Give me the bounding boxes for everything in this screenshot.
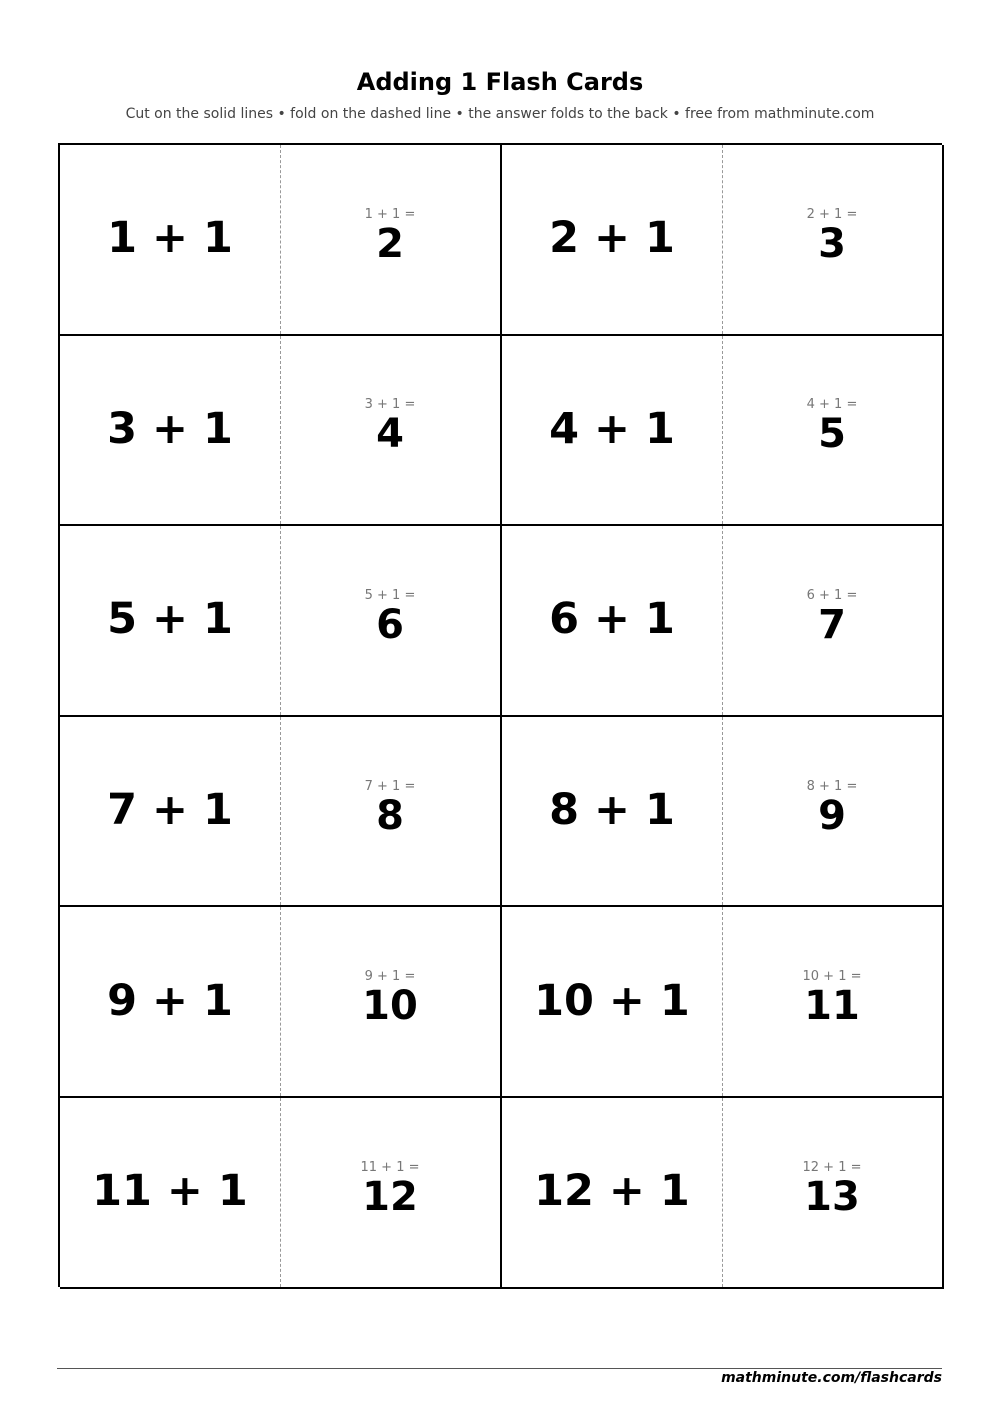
flash-card (60, 336, 502, 527)
card-front (502, 526, 722, 715)
card-back-hint: 6 + 1 = (806, 587, 858, 603)
fold-line (722, 717, 723, 906)
card-back (280, 907, 500, 1096)
fold-line (280, 145, 281, 334)
card-answer: 4 (376, 411, 404, 458)
card-front (502, 1098, 722, 1287)
card-question: 1 + 1 (107, 213, 233, 264)
card-back (722, 1098, 942, 1287)
page-title: Adding 1 Flash Cards (356, 68, 644, 96)
fold-line (722, 1098, 723, 1287)
card-front (502, 907, 722, 1096)
card-back-hint: 10 + 1 = (802, 969, 862, 985)
flash-card (60, 526, 502, 717)
card-answer: 3 (818, 220, 846, 267)
flash-card (502, 526, 944, 717)
card-answer: 2 (376, 220, 404, 267)
card-back-hint: 1 + 1 = (364, 206, 416, 222)
card-answer: 11 (804, 983, 860, 1030)
card-back (280, 336, 500, 525)
card-front (60, 717, 280, 906)
card-answer: 7 (818, 601, 846, 648)
card-back (722, 907, 942, 1096)
card-answer: 6 (376, 601, 404, 648)
flash-card (60, 717, 502, 908)
card-back (722, 336, 942, 525)
card-back-hint: 7 + 1 = (364, 778, 416, 794)
card-answer: 13 (804, 1173, 860, 1220)
footer-site-link[interactable]: mathminute.com/flashcards (721, 1370, 942, 1386)
card-question: 8 + 1 (549, 785, 675, 836)
flash-card (502, 336, 944, 527)
card-back (280, 526, 500, 715)
card-question: 2 + 1 (549, 213, 675, 264)
fold-line (722, 526, 723, 715)
card-question: 5 + 1 (107, 594, 233, 645)
card-question: 10 + 1 (534, 975, 690, 1026)
flash-card (502, 907, 944, 1098)
card-back (722, 526, 942, 715)
flash-card (60, 907, 502, 1098)
card-front (60, 907, 280, 1096)
card-front (60, 145, 280, 334)
card-back-hint: 9 + 1 = (364, 969, 416, 985)
card-back (722, 717, 942, 906)
card-front (60, 336, 280, 525)
card-back-hint: 12 + 1 = (802, 1159, 862, 1175)
fold-line (280, 336, 281, 525)
card-question: 7 + 1 (107, 785, 233, 836)
card-question: 11 + 1 (92, 1166, 248, 1217)
card-answer: 9 (818, 792, 846, 839)
card-answer: 10 (362, 983, 418, 1030)
fold-line (722, 336, 723, 525)
flash-card-grid (58, 143, 942, 1287)
fold-line (722, 907, 723, 1096)
card-question: 6 + 1 (549, 594, 675, 645)
card-back-hint: 3 + 1 = (364, 397, 416, 413)
card-question: 9 + 1 (107, 975, 233, 1026)
card-front (502, 145, 722, 334)
fold-line (280, 907, 281, 1096)
card-back-hint: 5 + 1 = (364, 587, 416, 603)
flash-card (502, 145, 944, 336)
card-front (502, 336, 722, 525)
card-front (60, 526, 280, 715)
fold-line (722, 145, 723, 334)
card-answer: 8 (376, 792, 404, 839)
card-back (280, 1098, 500, 1287)
card-back-hint: 2 + 1 = (806, 206, 858, 222)
fold-line (280, 717, 281, 906)
page-subtitle: Cut on the solid lines • fold on the dashed line • the answer folds to the back • free from mathminute.com (125, 106, 875, 122)
card-back-hint: 4 + 1 = (806, 397, 858, 413)
card-back-hint: 11 + 1 = (360, 1159, 420, 1175)
card-question: 12 + 1 (534, 1166, 690, 1217)
card-back (722, 145, 942, 334)
card-back-hint: 8 + 1 = (806, 778, 858, 794)
card-front (502, 717, 722, 906)
card-back (280, 717, 500, 906)
fold-line (280, 526, 281, 715)
card-answer: 5 (818, 411, 846, 458)
flash-card (502, 717, 944, 908)
card-question: 3 + 1 (107, 403, 233, 454)
flash-card (60, 145, 502, 336)
flash-card (60, 1098, 502, 1289)
fold-line (280, 1098, 281, 1287)
card-question: 4 + 1 (549, 403, 675, 454)
card-answer: 12 (362, 1173, 418, 1220)
card-back (280, 145, 500, 334)
card-front (60, 1098, 280, 1287)
flash-card (502, 1098, 944, 1289)
